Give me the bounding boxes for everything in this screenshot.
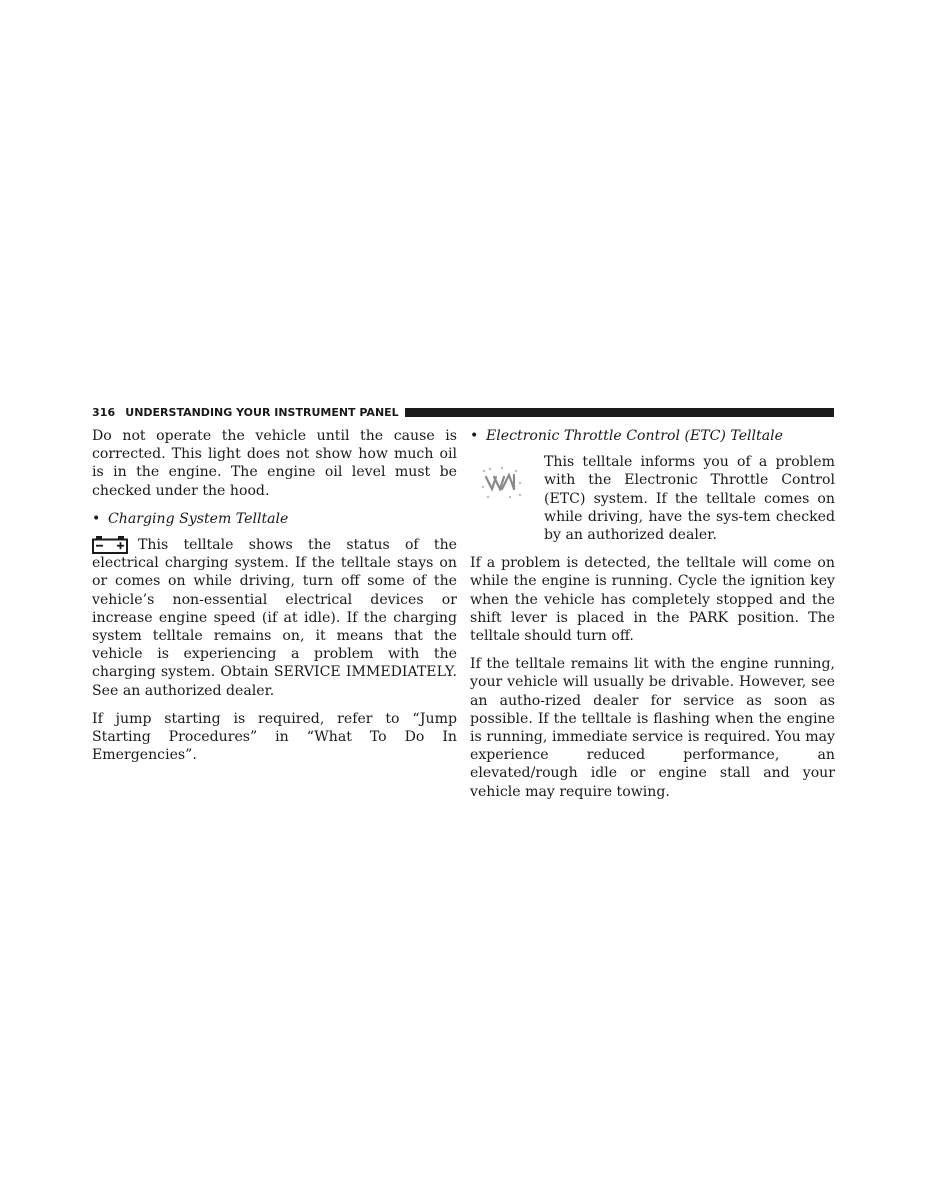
- section-title: UNDERSTANDING YOUR INSTRUMENT PANEL: [125, 405, 399, 419]
- intro-paragraph: Do not operate the vehicle until the cause is corrected. This light does not show how much oil is in the engine. The engine oil level must be checked under the hood.: [92, 428, 457, 499]
- battery-icon: [92, 536, 128, 554]
- jump-start-paragraph: If jump starting is required, refer to “Jump Starting Procedures” in “What To Do In Emergencies”.: [92, 710, 457, 764]
- etc-paragraph: [470, 453, 835, 544]
- bullet-dot: •: [92, 510, 101, 527]
- bullet-dot: •: [470, 428, 479, 444]
- etc-bullet: [470, 427, 835, 445]
- etc-bullet-label: Electronic Throttle Control (ETC) Telltale: [486, 428, 783, 444]
- left-column: [92, 427, 457, 774]
- problem-paragraph: If a problem is detected, the telltale will come on while the engine is running. Cycle the ignition key when the vehicle has completely stopped and the shift lever is placed in the PARK position. The telltale should turn off.: [470, 555, 835, 645]
- charging-paragraph: [92, 536, 457, 700]
- header-rule: [405, 408, 834, 417]
- page-header: [92, 405, 834, 419]
- etc-throttle-icon: [480, 463, 524, 503]
- charging-text: This telltale shows the status of the electrical charging system. If the telltale stays on or comes on while driving, turn off some of the vehicle’s non-essential electrical devices or increase engine speed (if at idle). If the charging system telltale remains on, it means that the vehicle is experiencing a problem with the charging system. Obtain SERVICE IMMEDIATELY. See an authorized dealer.: [92, 537, 457, 699]
- etc-text: This telltale informs you of a problem with the Electronic Throttle Control (ETC) system. If the telltale comes on while driving, have the sys-tem checked by an authorized dealer.: [544, 454, 835, 544]
- right-column: [470, 427, 835, 811]
- charging-bullet-label: Charging System Telltale: [108, 510, 289, 527]
- page-number: 316: [92, 405, 116, 419]
- charging-bullet: [92, 510, 457, 528]
- telltale-lit-paragraph: If the telltale remains lit with the engine running, your vehicle will usually be drivable. However, see an autho-rized dealer for service as soon as possible. If the telltale is flashing when the engine is running, immediate service is required. You may experience reduced performance, an elevated/rough idle or engine stall and your vehicle may require towing.: [470, 656, 835, 800]
